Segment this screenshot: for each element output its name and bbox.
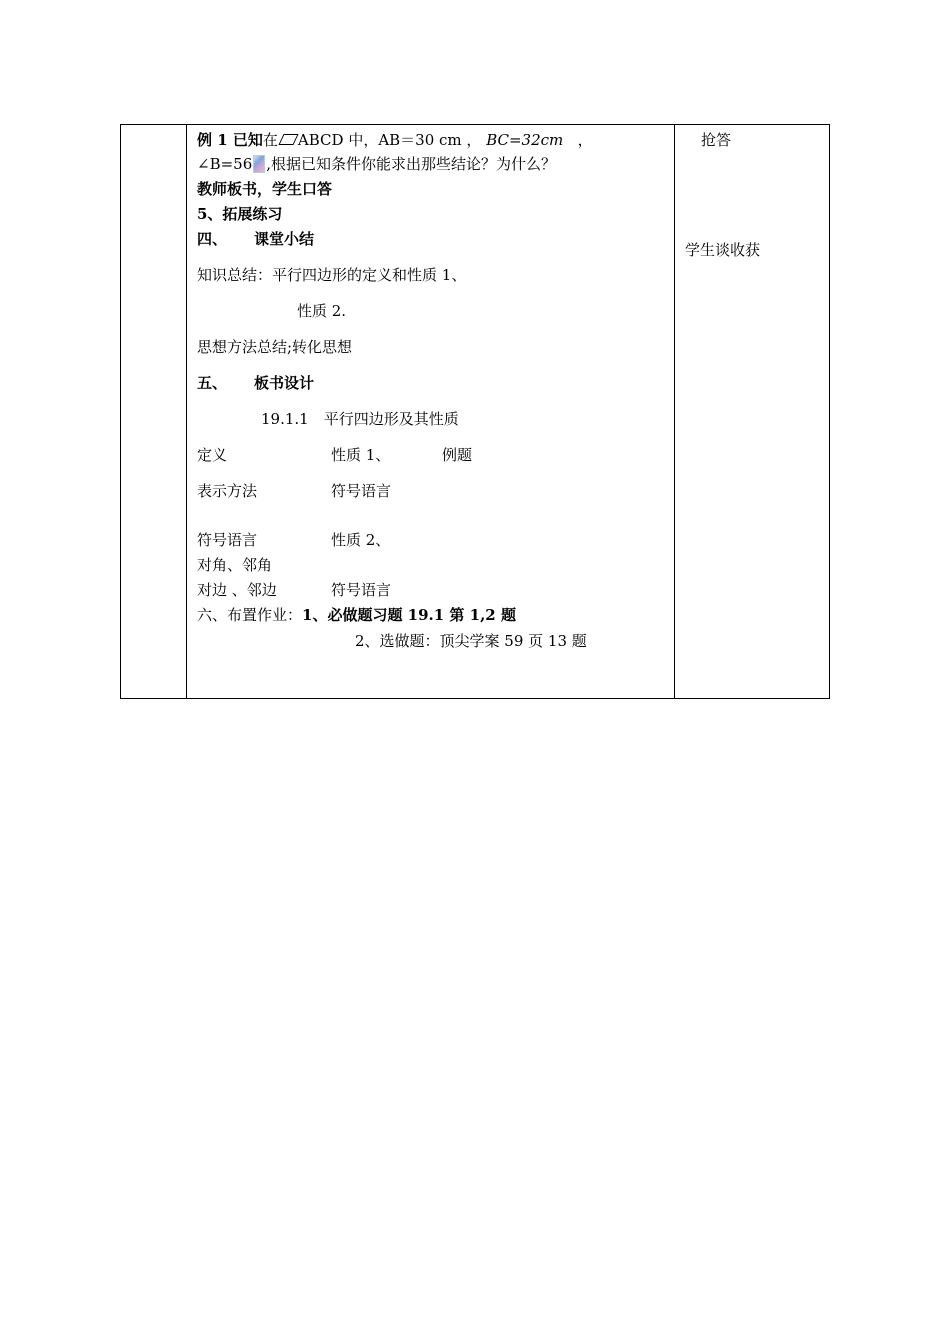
summary-method: 思想方法总结;转化思想 bbox=[197, 338, 353, 356]
summary-heading: 课堂小结 bbox=[254, 230, 315, 248]
teacher-note: 教师板书，学生口答 bbox=[197, 180, 333, 198]
board-notation: 表示方法 bbox=[197, 482, 258, 500]
board-example: 例题 bbox=[442, 446, 473, 464]
summary-knowledge: 知识总结：平行四边形的定义和性质 1、 bbox=[197, 266, 467, 284]
practice-heading: 5、拓展练习 bbox=[197, 205, 283, 223]
summary-property2: 性质 2. bbox=[297, 302, 347, 320]
parallelogram-icon bbox=[278, 134, 298, 145]
homework-optional: 2、选做题：顶尖学案 59 页 13 题 bbox=[355, 632, 587, 650]
right-talk: 学生谈收获 bbox=[685, 241, 761, 259]
column-divider bbox=[186, 125, 187, 698]
board-title-text: 19.1.1 平行四边形及其性质 bbox=[261, 410, 459, 428]
summary-heading-num: 四、 bbox=[197, 230, 228, 248]
board-angles: 对角、邻角 bbox=[197, 556, 273, 574]
example-line bbox=[197, 130, 593, 150]
example-lead: 例 1 已知 bbox=[197, 131, 263, 149]
board-sides: 对边 、邻边 bbox=[197, 581, 277, 599]
example-question: ,根据已知条件你能求出那些结论？为什么？ bbox=[266, 155, 557, 173]
homework-line bbox=[197, 605, 516, 625]
example-comma: ， bbox=[577, 131, 593, 149]
board-symbol2: 符号语言 bbox=[197, 531, 258, 549]
homework-required: 1、必做题习题 19.1 第 1,2 题 bbox=[302, 606, 516, 624]
board-title bbox=[261, 409, 459, 429]
example-line-2 bbox=[197, 154, 556, 174]
board-symbol1: 符号语言 bbox=[331, 482, 392, 500]
degree-image-icon bbox=[253, 155, 265, 173]
example-bc: BC=32cm bbox=[486, 131, 564, 149]
board-heading-num: 五、 bbox=[197, 374, 228, 392]
right-answer: 抢答 bbox=[701, 131, 732, 149]
example-angle: ∠B=56 bbox=[197, 155, 253, 173]
board-heading: 板书设计 bbox=[254, 374, 315, 392]
example-rest: 中，AB＝30 cm ， bbox=[343, 131, 482, 149]
example-shape: ABCD bbox=[297, 131, 344, 149]
board-symbol3: 符号语言 bbox=[331, 581, 392, 599]
example-in: 在 bbox=[262, 131, 278, 149]
column-divider bbox=[674, 125, 675, 698]
lesson-table bbox=[120, 124, 830, 699]
homework-prefix: 六、布置作业： bbox=[197, 606, 303, 624]
board-property1: 性质 1、 bbox=[331, 446, 391, 464]
board-definition: 定义 bbox=[197, 446, 228, 464]
board-property2: 性质 2、 bbox=[331, 531, 391, 549]
